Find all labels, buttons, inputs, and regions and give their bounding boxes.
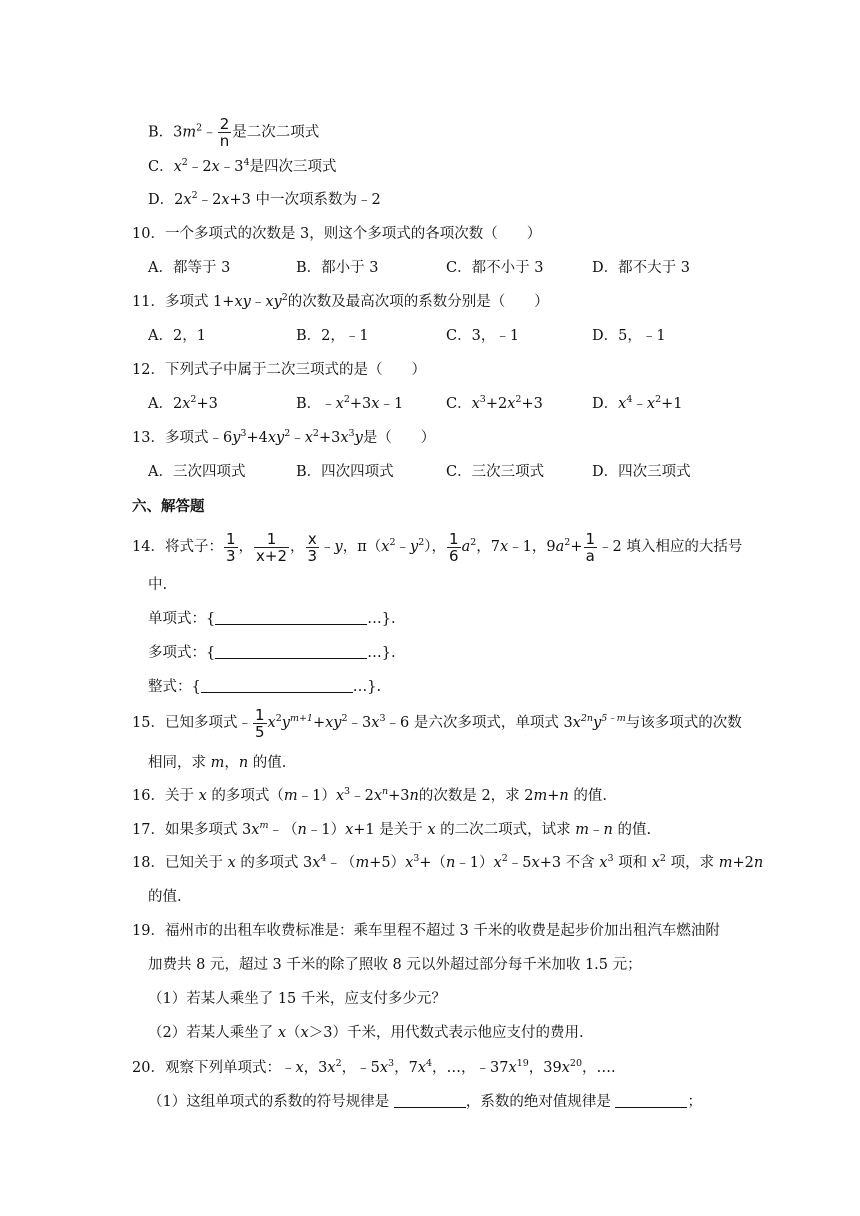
q13-options [148,462,748,482]
fraction: $\frac{1}{3}$ [225,529,236,565]
q11-option-b: B．2，﹣1 [296,328,369,344]
fraction: $\frac{1}{x+2}$ [256,529,287,565]
q20-stem: 20．观察下列单项式：﹣x，$3x^2$，$﹣5x^3$，$7x^4$，…，$﹣37x^{19}$，$39x^{20}$，…. [132,1058,616,1076]
q19-sub2: （2）若某人乘坐了 x（x＞3）千米，用代数式表示他应支付的费用. [148,1025,584,1041]
q12-option-c: C．$x^3+2x^2+3$ [446,394,543,412]
fraction: $\frac{x}{3}$ [307,529,318,565]
fraction: $\frac{1}{6}$ [449,529,459,565]
q18-line2: 的值. [148,889,182,905]
q14-polynomial-blank: 多项式：{ …}. [148,645,396,661]
q20-sub1: （1）这组单项式的系数的符号规律是 ，系数的绝对值规律是 ； [148,1094,702,1110]
q17-stem: 17．如果多项式 $3x^m﹣(n﹣1)x+1$ 是关于 x 的二次二项式，试求 m﹣n 的值. [132,820,652,838]
q10-stem: 10．一个多项式的次数是 3，则这个多项式的各项次数（ ） [132,226,542,242]
q14-integral-blank: 整式：{ …}. [148,679,382,695]
q10-option-c: C．都不小于 3 [446,260,544,276]
section-heading: 六、解答题 [132,499,205,515]
q19-line1: 19．福州市的出租车收费标准是：乘车里程不超过 3 千米的收费是起步价加出租汽车燃油附 [132,923,720,939]
answer-blank[interactable] [215,610,367,625]
q15-stem: 15．已知多项式﹣ $\frac{1}{5}$ $x^2y^{m+1}+xy^2﹣3x^3﹣6$ 是六次多项式，单项式 $3x^{2n}y^{5﹣m}$与该多项式的次数 [132,705,742,741]
q12-option-a: A．$2x^2+3$ [148,394,218,412]
q10-option-a: A．都等于 3 [148,260,231,276]
answer-blank[interactable] [615,1093,687,1108]
q10-options [148,258,748,278]
q12-options [148,394,748,414]
q14-monomial-blank: 单项式：{ …}. [148,611,396,627]
q11-option-a: A．2，1 [148,328,206,344]
q19-sub1: （1）若某人乘坐了 15 千米，应支付多少元？ [148,991,446,1007]
q13-stem: 13．多项式$﹣6y^3+4xy^2﹣x^2+3x^3y$是（ ） [132,428,436,446]
answer-blank[interactable] [394,1093,466,1108]
q14-stem: 14．将式子： $\frac{1}{3}$ ， $\frac{1}{x+2}$ ， $\frac{x}{3}$ ﹣y，$\pi(x^2﹣y^2)$， $\frac{1}{6}$ $a^2$，7x﹣1，$9a^2+$ $\frac{1}{a}$ ﹣2 填入相应的大括号 [132,529,743,565]
q13-option-d: D．四次三项式 [592,464,691,480]
q19-line2: 加费共 8 元，超过 3 千米的除了照收 8 元以外超过部分每千米加收 1.5 元； [148,957,642,973]
q10-option-b: B．都小于 3 [296,260,379,276]
q13-option-c: C．三次三项式 [446,464,545,480]
fraction: $\frac{1}{5}$ [254,705,265,741]
q12-stem: 12．下列式子中属于二次三项式的是（ ） [132,362,426,378]
q18-stem: 18．已知关于 x 的多项式 $3x^4﹣(m+5)x^3+(n﹣1)x^2﹣5x+3$ 不含 $x^3$ 项和 $x^2$ 项，求 m+2n [132,853,764,871]
q9-option-c: C．$x^2﹣2x﹣3^4$是四次三项式 [148,157,337,175]
q11-option-d: D．5，﹣1 [592,328,666,344]
q9-option-d: D．$2x^2﹣2x+3$ 中一次项系数为﹣2 [148,190,381,208]
q10-option-d: D．都不大于 3 [592,260,690,276]
q11-option-c: C．3，﹣1 [446,328,520,344]
q11-stem: 11．多项式 $1+xy﹣xy^2$的次数及最高次项的系数分别是（ ） [132,292,549,310]
q12-option-d: D．$x^4﹣x^2+1$ [592,394,683,412]
q13-option-b: B．四次四项式 [296,464,394,480]
fraction: $\frac{1}{a}$ [585,529,596,565]
q9-option-b: B．$3m^2﹣$ $\frac{2}{n}$ 是二次二项式 [148,115,320,150]
answer-blank[interactable] [201,678,353,693]
q13-option-a: A．三次四项式 [148,464,246,480]
q12-option-b: B．$﹣x^2+3x﹣1$ [296,394,404,412]
q11-options [148,326,748,346]
q15-line2: 相同，求 m，n 的值. [148,755,287,771]
q14-line2: 中. [148,577,168,593]
fraction: $\frac{2}{n}$ [219,115,230,150]
q16-stem: 16．关于 x 的多项式$(m﹣1)x^3﹣2x^n+3n$的次数是 2，求 2m+n 的值. [132,786,607,804]
answer-blank[interactable] [215,644,367,659]
